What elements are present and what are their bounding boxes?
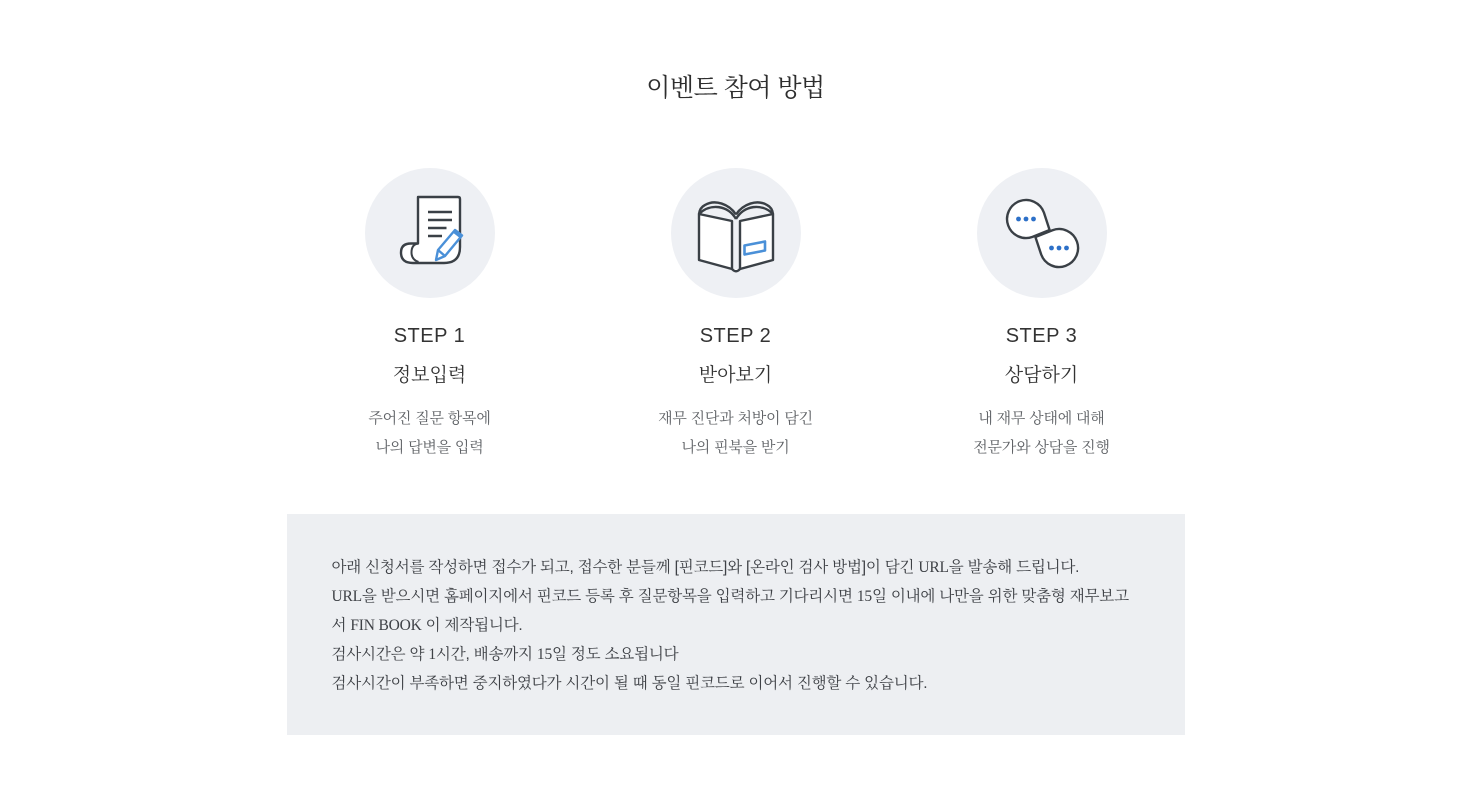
chat-bubbles-icon	[994, 185, 1090, 281]
document-pencil-icon	[382, 185, 478, 281]
step-description-line: 전문가와 상담을 진행	[973, 439, 1110, 456]
step-description-line: 나의 답변을 입력	[375, 439, 484, 456]
open-book-icon	[688, 185, 784, 281]
step-icon-circle	[671, 168, 801, 298]
step-description	[277, 404, 583, 462]
section-title: 이벤트 참여 방법	[646, 74, 825, 102]
notice-paragraph	[332, 640, 1140, 669]
step-label: STEP 2	[699, 325, 772, 347]
notice-box	[287, 514, 1185, 735]
step-description-line: 내 재무 상태에 대해	[978, 410, 1105, 427]
step-label: STEP 1	[393, 325, 466, 347]
step-name: 정보입력	[392, 365, 467, 386]
step-name: 상담하기	[1004, 365, 1079, 386]
notice-paragraph	[332, 553, 1140, 582]
step-name: 받아보기	[698, 365, 773, 386]
step-description	[583, 404, 889, 462]
notice-latin-text: URL	[918, 559, 949, 576]
step-description-line: 주어진 질문 항목에	[368, 410, 491, 427]
step-column-3	[889, 168, 1195, 462]
steps-row	[0, 168, 1471, 462]
step-icon-circle	[365, 168, 495, 298]
notice-paragraph	[332, 582, 1140, 640]
notice-paragraph	[332, 669, 1140, 698]
notice-text: 을 발송해 드립니다.	[948, 559, 1080, 576]
notice-text: 일 이내에 나만을 위한 맞춤형 재무보고서	[331, 588, 1129, 634]
notice-text: 이 제작됩니다.	[421, 617, 523, 634]
notice-text: 시간, 배송까지	[435, 646, 537, 663]
notice-text: 검사시간은 약	[331, 646, 429, 663]
notice-text: 일 정도 소요됩니다	[552, 646, 679, 663]
notice-text: 아래 신청서를 작성하면 접수가 되고, 접수한 분들께 [핀코드]와 [온라인 검사 방법]이 담긴	[331, 559, 919, 576]
step-label: STEP 3	[1005, 325, 1078, 347]
notice-text: 검사시간이 부족하면 중지하였다가 시간이 될 때 동일 핀코드로 이어서 진행할 수 있습니다.	[331, 675, 928, 692]
notice-latin-text: 15	[536, 646, 552, 663]
notice-latin-text: URL	[331, 588, 362, 605]
step-column-2	[583, 168, 889, 462]
step-description-line: 재무 진단과 처방이 담긴	[658, 410, 813, 427]
step-description-line: 나의 핀북을 받기	[681, 439, 790, 456]
notice-latin-text: 15	[856, 588, 872, 605]
step-icon-circle	[977, 168, 1107, 298]
notice-text: 을 받으시면 홈페이지에서 핀코드 등록 후 질문항목을 입력하고 기다리시면	[361, 588, 857, 605]
step-description	[889, 404, 1195, 462]
notice-latin-text: 1	[428, 646, 436, 663]
notice-latin-text: FIN BOOK	[350, 617, 422, 634]
step-column-1	[277, 168, 583, 462]
